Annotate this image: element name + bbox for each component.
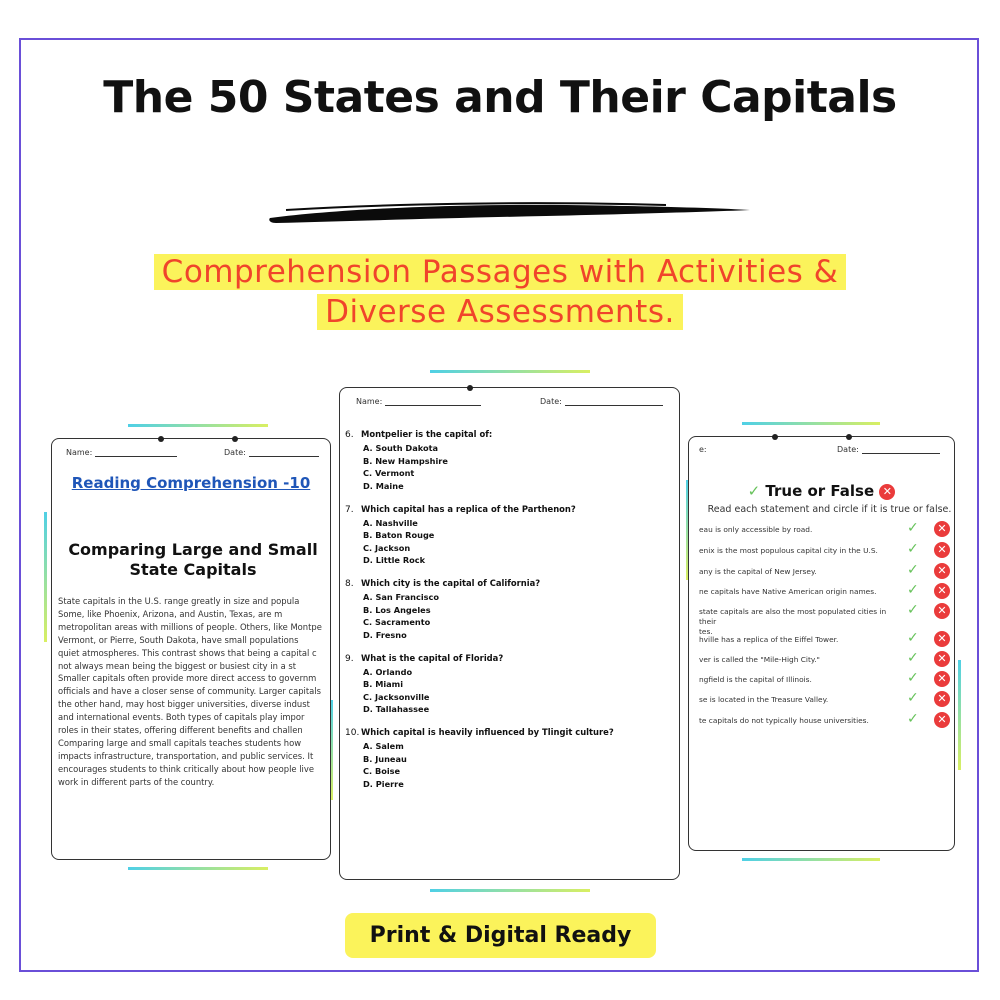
passage-line: not always mean being the biggest or busiest city in a st	[58, 660, 297, 671]
question-item	[345, 577, 540, 641]
question-number: 10.	[345, 728, 360, 738]
true-check-icon[interactable]: ✓	[907, 630, 919, 646]
binder-ring	[467, 385, 473, 391]
answer-option: A. South Dakota	[363, 443, 439, 453]
statement-text: eau is only accessible by road.	[699, 525, 813, 534]
question-text: Which capital is heavily influenced by Tlingit culture?	[361, 727, 614, 737]
quiz-sheet	[339, 387, 680, 880]
answer-option: C. Jackson	[363, 542, 411, 553]
decor-bar	[44, 512, 47, 642]
decor-bar	[742, 422, 880, 425]
false-x-icon[interactable]: ✕	[934, 651, 950, 667]
true-false-title: ✓ True or False ✕	[689, 482, 954, 500]
question-number: 7.	[345, 504, 354, 515]
true-check-icon[interactable]: ✓	[907, 582, 919, 598]
answer-option: D. Maine	[363, 480, 404, 491]
statement-text: state capitals are also the most populated cities in their tes.	[699, 607, 887, 636]
question-number: 9.	[345, 653, 354, 664]
instructions: Read each statement and circle if it is true or false.	[707, 504, 952, 515]
subtitle-line-1: Comprehension Passages with Activities &	[154, 254, 847, 290]
reading-comprehension-heading: Reading Comprehension -10	[71, 474, 311, 492]
binder-ring	[846, 434, 852, 440]
statement-text: te capitals do not typically house universities.	[699, 716, 869, 725]
answer-option: D. Pierre	[363, 778, 404, 789]
question-item	[345, 503, 576, 567]
passage-line: and international events. Both types of capitals play impor	[58, 712, 305, 723]
passage-title: Comparing Large and Small State Capitals	[68, 540, 318, 579]
true-false-sheet	[688, 436, 955, 851]
question-text: Which capital has a replica of the Parthenon?	[361, 503, 576, 514]
passage-line: the other hand, may host bigger universities, diverse indust	[58, 699, 310, 710]
x-circle-icon: ✕	[879, 484, 895, 500]
passage-line: State capitals in the U.S. range greatly in size and popula	[58, 596, 300, 606]
statement-text: any is the capital of New Jersey.	[699, 567, 817, 576]
decor-bar	[958, 660, 961, 770]
statement-text: ne capitals have Native American origin names.	[699, 587, 877, 596]
check-icon: ✓	[747, 482, 761, 500]
passage-line: Vermont, or Pierre, South Dakota, have small populations	[58, 634, 299, 645]
true-check-icon[interactable]: ✓	[907, 562, 919, 578]
answer-option: C. Jacksonville	[363, 691, 430, 702]
answer-option: B. New Hampshire	[363, 455, 448, 466]
decor-bar	[128, 867, 268, 870]
answer-option: B. Baton Rouge	[363, 530, 435, 540]
passage-text	[58, 595, 331, 789]
passage-line: encourages students to think critically about how people live	[58, 763, 314, 774]
passage-line: Some, like Phoenix, Arizona, and Austin, Texas, are m	[58, 608, 283, 619]
decor-bar	[430, 889, 590, 892]
true-check-icon[interactable]: ✓	[907, 670, 919, 686]
answer-option: A. Nashville	[363, 517, 418, 528]
question-text: Montpelier is the capital of:	[361, 429, 493, 439]
answer-option: D. Tallahassee	[363, 704, 430, 714]
date-field: Date:	[540, 397, 663, 406]
answer-option: D. Little Rock	[363, 555, 426, 565]
passage-line: roles in their states, offering different benefits and challen	[58, 725, 303, 736]
false-x-icon[interactable]: ✕	[934, 631, 950, 647]
answer-option: B. Juneau	[363, 753, 407, 764]
statement-text: enix is the most populous capital city in the U.S.	[699, 546, 878, 555]
true-check-icon[interactable]: ✓	[907, 711, 919, 727]
answer-option: B. Los Angeles	[363, 604, 431, 615]
passage-line: officials and have a closer sense of community. Larger capitals	[58, 686, 321, 697]
false-x-icon[interactable]: ✕	[934, 712, 950, 728]
passage-line: Comparing large and small capitals teaches students how	[58, 737, 302, 748]
question-number: 8.	[345, 579, 354, 589]
passage-line: impacts infrastructure, transportation, and public services. It	[58, 750, 314, 761]
question-number: 6.	[345, 430, 354, 440]
date-field: Date:	[224, 448, 319, 457]
false-x-icon[interactable]: ✕	[934, 603, 950, 619]
binder-ring	[772, 434, 778, 440]
name-field: Name:	[66, 448, 177, 457]
false-x-icon[interactable]: ✕	[934, 691, 950, 707]
binder-ring	[232, 436, 238, 442]
true-check-icon[interactable]: ✓	[907, 520, 919, 536]
true-check-icon[interactable]: ✓	[907, 650, 919, 666]
false-x-icon[interactable]: ✕	[934, 563, 950, 579]
true-check-icon[interactable]: ✓	[907, 602, 919, 618]
passage-line: work in different parts of the country.	[58, 776, 215, 787]
answer-option: A. Salem	[363, 741, 404, 751]
false-x-icon[interactable]: ✕	[934, 542, 950, 558]
page-title: The 50 States and Their Capitals	[103, 72, 897, 123]
statement-text: se is located in the Treasure Valley.	[699, 695, 829, 704]
decor-bar	[430, 370, 590, 373]
answer-option: A. Orlando	[363, 666, 413, 677]
statement-text: ngfield is the capital of Illinois.	[699, 675, 812, 684]
false-x-icon[interactable]: ✕	[934, 671, 950, 687]
subtitle	[0, 252, 1000, 332]
false-x-icon[interactable]: ✕	[934, 583, 950, 599]
binder-ring	[158, 436, 164, 442]
print-digital-ready-badge: Print & Digital Ready	[345, 913, 656, 958]
statement-text: hville has a replica of the Eiffel Tower.	[699, 635, 839, 644]
passage-line: metropolitan areas with millions of people. Others, like Montpe	[58, 621, 322, 632]
name-field: e:	[699, 445, 707, 454]
date-field: Date:	[837, 445, 940, 454]
brush-stroke-divider	[266, 196, 752, 226]
false-x-icon[interactable]: ✕	[934, 521, 950, 537]
answer-option: C. Sacramento	[363, 617, 431, 627]
answer-option: C. Vermont	[363, 468, 415, 478]
reading-passage-sheet	[51, 438, 331, 860]
decor-bar	[128, 424, 268, 427]
question-item	[345, 726, 614, 790]
answer-option: D. Fresno	[363, 629, 407, 640]
answer-option: A. San Francisco	[363, 592, 440, 602]
question-item	[345, 652, 503, 716]
question-text: What is the capital of Florida?	[361, 652, 504, 663]
passage-line: Smaller capitals often provide more direct access to governm	[58, 673, 317, 684]
name-field: Name:	[356, 397, 481, 406]
question-item	[345, 428, 492, 492]
answer-option: B. Miami	[363, 679, 404, 689]
question-text: Which city is the capital of California?	[361, 578, 541, 588]
true-check-icon[interactable]: ✓	[907, 541, 919, 557]
answer-option: C. Boise	[363, 766, 401, 776]
statement-text: ver is called the "Mile-High City."	[699, 655, 820, 664]
subtitle-line-2: Diverse Assessments.	[317, 294, 683, 330]
decor-bar	[742, 858, 880, 861]
true-check-icon[interactable]: ✓	[907, 690, 919, 706]
passage-line: quiet atmospheres. This contrast shows that being a capital c	[58, 647, 317, 658]
